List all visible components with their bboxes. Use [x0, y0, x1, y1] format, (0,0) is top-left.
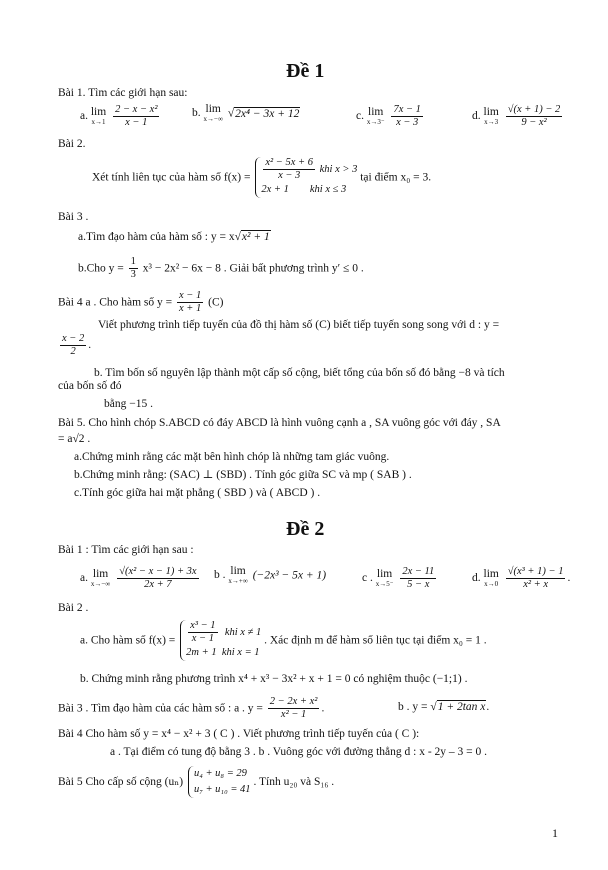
exam-title-2: Đề 2: [286, 518, 325, 540]
de2-bai1-b: b . lim x→+∞ (−2x³ − 5x + 1): [214, 565, 327, 585]
fraction: $\frac{\text{√(x² − x − 1) + 3x}}{2x + 7}$: [119, 566, 197, 590]
de1-bai4-line2: Viết phương trình tiếp tuyến của đồ thị hàm số (C) biết tiếp tuyến song song với d : y =: [98, 319, 500, 331]
text: Bài 5 Cho cấp số cộng (uₙ): [58, 776, 184, 788]
limit-operator: lim x→−∞: [203, 103, 223, 123]
text: Xét tính liên tục của hàm số f(x) =: [92, 171, 251, 184]
de1-bai3-a: a.Tìm đạo hàm của hàm số : y = x√x² + 1: [78, 231, 270, 243]
de1-bai3-b: [78, 256, 364, 281]
item-label: c.: [356, 110, 364, 123]
fraction: $\frac{√(x + 1) - 2}{\text{9 − x²}}$: [507, 104, 561, 128]
de2-bai2-a: [80, 620, 487, 661]
limit-operator: lim x→3⁻: [366, 106, 385, 126]
item-label: d.: [472, 572, 481, 585]
exam-title-1: Đề 1: [286, 60, 325, 82]
page-number: 1: [552, 826, 558, 840]
text: a. Cho hàm số f(x) =: [80, 634, 176, 647]
item-label: a.: [80, 572, 88, 585]
limit-operator: lim x→0: [483, 568, 499, 588]
de1-bai4-d-fraction: $\frac{x - 2}{2}$ .: [62, 333, 92, 357]
piecewise-function: $\frac{\text{x² − 5x + 6}}{x - 3}$ khi x > 3 2x + 1 khi x ≤ 3: [255, 157, 357, 198]
de1-bai1-c: [356, 104, 425, 129]
de2-bai4-line1: Bài 4 Cho hàm số y = x⁴ − x² + 3 ( C ) . Viết phương trình tiếp tuyến của ( C ):: [58, 728, 420, 740]
piecewise-function: $\frac{\text{x³ − 1}}{x - 1}$ khi x ≠ 1 2m + 1 khi x = 1: [180, 620, 261, 661]
equation-system: u₄ + u₈ = 29 u₇ + u₁₀ = 41: [188, 766, 251, 798]
de1-bai4-b-line2: của bốn số đó: [58, 380, 122, 392]
de1-bai5-line2: = a√2 .: [58, 433, 91, 445]
text: x³ − 2x² − 6x − 8 . Giải bất phương trình y′ ≤ 0 .: [142, 262, 364, 275]
fraction: $\frac{\text{2 − x − x²}}{x - 1}$: [115, 104, 158, 128]
de2-bai3-b: b . y = √1 + 2tan x.: [398, 701, 490, 713]
de1-bai5-line1: Bài 5. Cho hình chóp S.ABCD có đáy ABCD là hình vuông cạnh a , SA vuông góc với đáy , SA: [58, 417, 501, 429]
de1-bai5-b: b.Chứng minh rằng: (SAC) ⊥ (SBD) . Tính góc giữa SC và mp ( SAB ) .: [74, 469, 412, 481]
item-label: b.: [192, 107, 201, 120]
item-label: c .: [362, 572, 373, 585]
fraction: $\frac{2x - 11}{5 - x}$: [402, 566, 435, 590]
de2-bai1-c: [362, 566, 438, 591]
text: tại điểm x₀ = 3.: [360, 171, 432, 184]
text: . Tính u₂₀ và S₁₆ .: [253, 776, 335, 788]
text: b . y =: [398, 701, 428, 713]
de2-bai1-d: d. lim x→0 $\frac{\text{√(x³ + 1) − 1}}{\text{x² + x}}$ .: [472, 566, 571, 590]
de1-bai5-a: a.Chứng minh rằng các mặt bên hình chóp là những tam giác vuông.: [74, 451, 390, 463]
de1-bai4-a: Bài 4 a . Cho hàm số y = $\frac{x - 1}{x + 1}$ (C): [58, 290, 224, 314]
de1-bai5-c: c.Tính góc giữa hai mặt phẳng ( SBD ) và ( ABCD ) .: [74, 487, 321, 499]
de2-bai4-line2: a . Tại điểm có tung độ bằng 3 . b . Vuông góc với đường thẳng d : x - 2y – 3 = 0 .: [110, 746, 488, 758]
de1-bai1-a: [80, 104, 161, 129]
text: Bài 4 a . Cho hàm số y =: [58, 296, 173, 309]
limit-operator: lim x→3: [483, 106, 499, 126]
de1-bai2-label: Bài 2.: [58, 138, 86, 150]
limit-operator: lim x→5⁻: [375, 568, 394, 588]
fraction: $\frac{x - 1}{x + 1}$: [179, 290, 202, 314]
text: a.Tìm đạo hàm của hàm số : y = x: [78, 231, 235, 243]
fraction: $\frac{7x - 1}{x - 3}$: [393, 104, 421, 128]
limit-operator: lim x→+∞: [228, 565, 248, 585]
item-label: b .: [214, 569, 226, 582]
fraction: $\frac{1}{3}$: [130, 256, 136, 280]
de2-bai1-a: [80, 566, 201, 591]
text: Bài 3 . Tìm đạo hàm của các hàm số : a . y =: [58, 702, 263, 715]
item-label: a.: [80, 110, 88, 123]
de1-bai1-d: [472, 104, 564, 129]
text: b.Cho y =: [78, 262, 124, 275]
limit-operator: lim x→−∞: [90, 568, 111, 588]
de1-bai4-b-line1: b. Tìm bốn số nguyên lập thành một cấp số cộng, biết tổng của bốn số đó bằng −8 và tích: [94, 367, 505, 379]
de1-bai3-label: Bài 3 .: [58, 211, 89, 223]
de1-bai1-label: Bài 1. Tìm các giới hạn sau:: [58, 87, 188, 99]
limit-operator: lim x→1: [90, 106, 107, 126]
de1-bai2-text: [92, 157, 431, 198]
de1-bai4-b-line3: bằng −15 .: [104, 398, 153, 410]
fraction: $\frac{\text{2 − 2x + x²}}{\text{x² − 1}}$: [269, 696, 318, 720]
de2-bai2-b: b. Chứng minh rằng phương trình x⁴ + x³ − 3x² + x + 1 = 0 có nghiệm thuộc (−1;1) .: [80, 673, 468, 685]
fraction: $\frac{\text{√(x³ + 1) − 1}}{\text{x² + x}}$: [507, 566, 564, 590]
de2-bai5: [58, 766, 334, 798]
de2-bai3: Bài 3 . Tìm đạo hàm của các hàm số : a . y = $\frac{\text{2 − 2x + x²}}{\text{x² − 1}}$ .: [58, 696, 325, 720]
de2-bai2-label: Bài 2 .: [58, 602, 89, 614]
fraction: $\frac{x - 2}{2}$: [62, 333, 85, 357]
item-label: d.: [472, 110, 481, 123]
de1-bai1-b: b. lim x→−∞ √2x⁴ − 3x + 12: [192, 103, 300, 123]
text: . Xác định m để hàm số liên tục tại điểm x₀ = 1 .: [264, 634, 487, 647]
de2-bai1-label: Bài 1 : Tìm các giới hạn sau :: [58, 544, 194, 556]
